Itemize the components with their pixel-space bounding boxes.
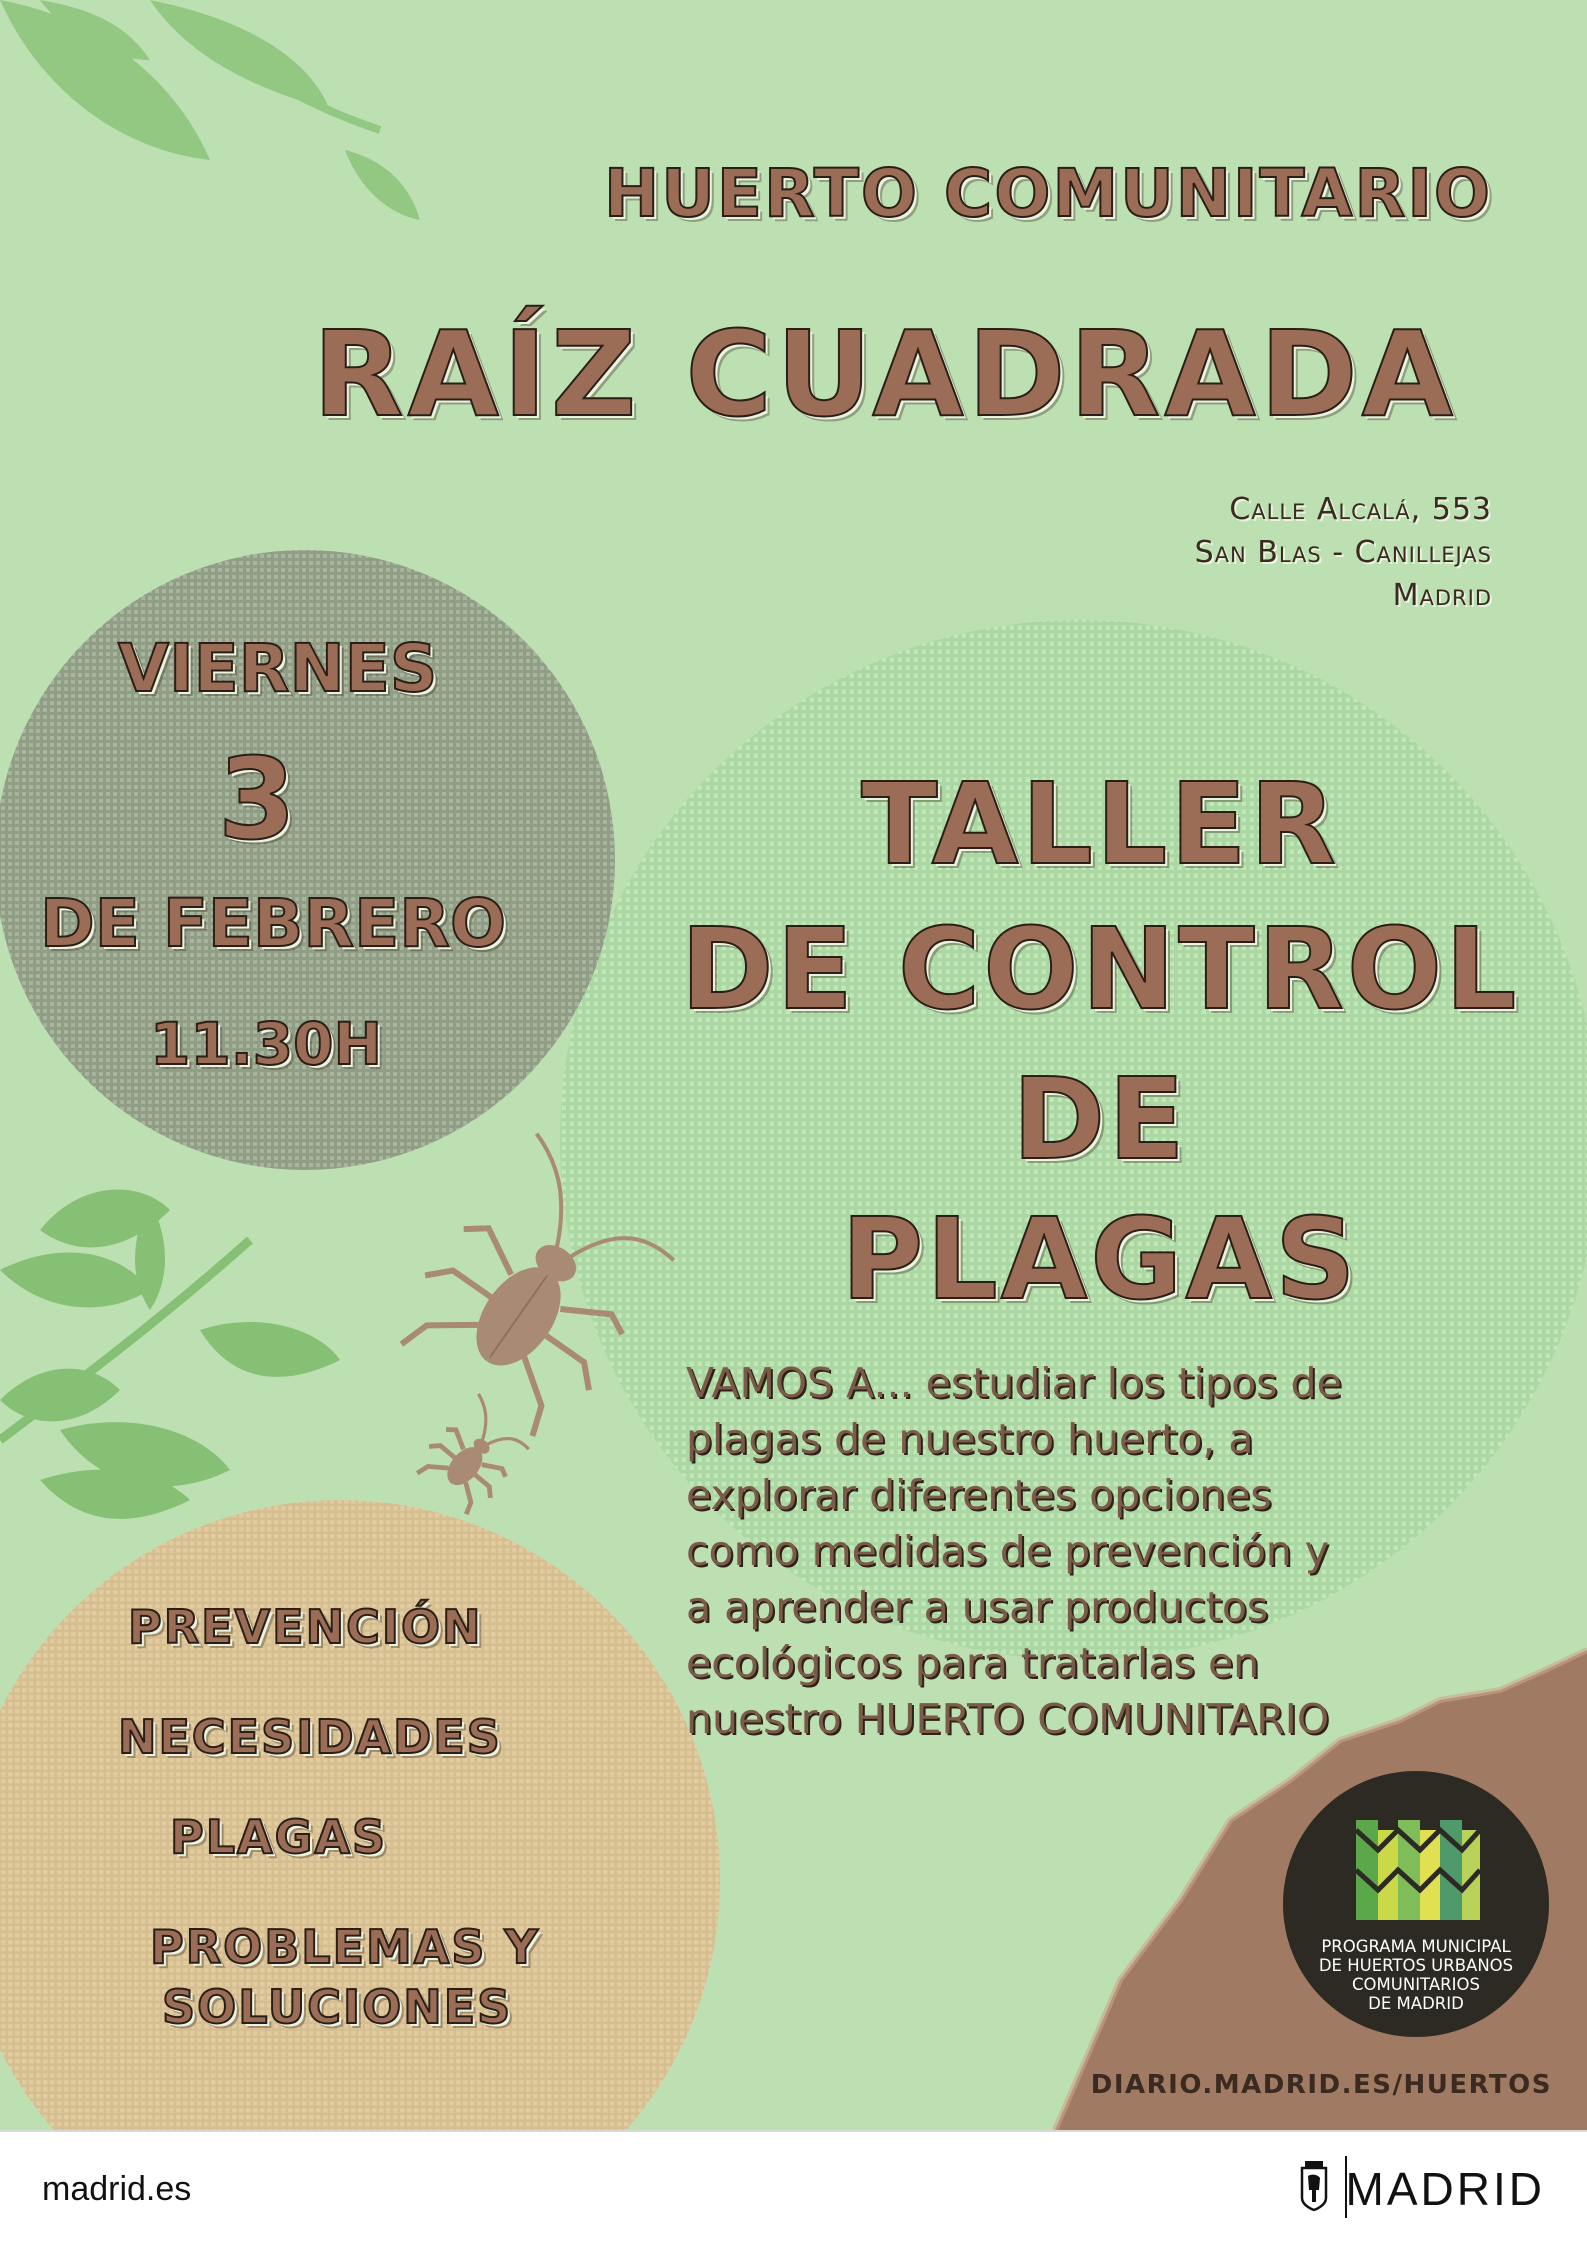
address-line-3: Madrid: [1392, 578, 1492, 613]
workshop-title-line-4: PLAGAS: [841, 1195, 1359, 1325]
leaf-icon: [0, 0, 420, 220]
workshop-title-line-3: DE: [1012, 1055, 1188, 1185]
address-line-1: Calle Alcalá, 553: [1229, 492, 1492, 527]
header-title: RAÍZ CUADRADA: [312, 305, 1457, 443]
footer: [0, 2130, 1587, 2245]
leaf-icon: [0, 1190, 340, 1519]
address-line-2: San Blas - Canillejas: [1194, 535, 1492, 570]
date-weekday: VIERNES: [118, 630, 438, 707]
cockroach-icon: [411, 1391, 537, 1519]
footer-url[interactable]: madrid.es: [42, 2170, 192, 2208]
topic-pests: PLAGAS: [170, 1810, 388, 1864]
topic-prevention: PREVENCIÓN: [128, 1600, 483, 1654]
workshop-title-line-2: DE CONTROL: [680, 905, 1520, 1035]
program-logo-text: PROGRAMA MUNICIPAL DE HUERTOS URBANOS COMUNITARIOS DE MADRID: [1318, 1937, 1514, 2013]
huertos-logo-icon: [1356, 1820, 1480, 1920]
madrid-crest-icon: [1299, 2160, 1329, 2212]
date-day: 3: [218, 735, 296, 865]
topic-needs: NECESIDADES: [118, 1710, 502, 1764]
date-month: DE FEBRERO: [40, 885, 507, 962]
website-url[interactable]: DIARIO.MADRID.ES/HUERTOS: [1090, 2070, 1552, 2100]
date-time: 11.30H: [150, 1010, 382, 1078]
workshop-description: VAMOS A... estudiar los tipos de plagas de nuestro huerto, a explorar diferentes opciones como medidas de prevención y a aprender a usar productos ecológicos para tratarlas en nuestro HUERTO COMUNITARIO: [686, 1359, 1342, 1743]
footer-brand: MADRID: [1345, 2163, 1545, 2215]
workshop-title-line-1: TALLER: [861, 760, 1339, 890]
header-subtitle: HUERTO COMUNITARIO: [604, 155, 1492, 232]
topic-solutions: SOLUCIONES: [162, 1980, 513, 2034]
topic-problems: PROBLEMAS Y: [150, 1920, 540, 1974]
